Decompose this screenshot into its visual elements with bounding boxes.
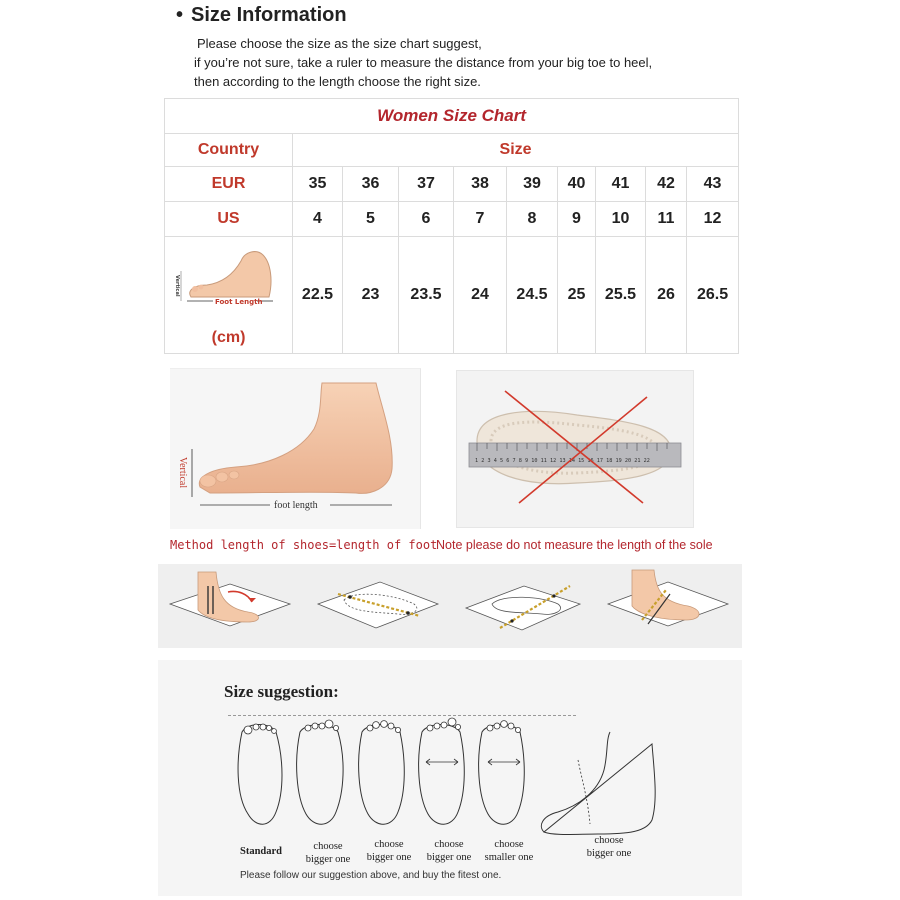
table-cell: 42 <box>646 167 687 202</box>
shoe-sole-icon <box>457 371 693 527</box>
suggestion-item-3-line1: choose <box>434 839 464 850</box>
suggestion-item-2-line2: bigger one <box>366 852 412 863</box>
table-cell: 6 <box>399 202 454 237</box>
suggestion-item-5 <box>580 834 638 860</box>
label-standard: Standard <box>240 846 283 857</box>
country-header: Country <box>165 134 293 167</box>
size-chart-title: Women Size Chart <box>165 99 739 134</box>
table-cell: 36 <box>343 167 399 202</box>
table-cell: 43 <box>687 167 739 202</box>
intro-line-3: then according to the length choose the right size. <box>194 74 481 89</box>
row-label-us: US <box>165 202 293 237</box>
table-cell: 39 <box>507 167 558 202</box>
table-cell: 11 <box>646 202 687 237</box>
step-ruler-icon <box>450 564 594 648</box>
table-cell: 12 <box>687 202 739 237</box>
footer-note: Please follow our suggestion above, and buy the fitest one. <box>240 870 502 881</box>
table-cell: 23.5 <box>399 237 454 354</box>
intro-line-2: if you’re not sure, take a ruler to measure the distance from your big toe to heel, <box>194 55 653 70</box>
table-row-us <box>165 202 739 237</box>
step-foot-on-paper-icon <box>158 564 302 648</box>
suggestion-item-1-line1: choose <box>313 841 343 852</box>
foot-length-label-cell <box>165 237 293 354</box>
title-text: Size Information <box>191 4 347 26</box>
suggestion-item-5-line1: choose <box>594 835 624 846</box>
foot-photo-vertical-label: Vertical <box>177 457 188 489</box>
foot-diagram-icon <box>173 241 283 313</box>
table-cell: 41 <box>596 167 646 202</box>
table-cell: 26 <box>646 237 687 354</box>
table-cell: 40 <box>558 167 596 202</box>
suggestion-item-3 <box>422 838 476 864</box>
foot-diagram-label: Foot Length <box>215 298 263 306</box>
ruler-numbers: 1 2 3 4 5 6 7 8 9 10 11 12 13 14 15 16 17 18 19 20 21 22 <box>475 458 650 464</box>
table-cell: 24.5 <box>507 237 558 354</box>
step-4 <box>596 564 740 648</box>
table-cell: 8 <box>507 202 558 237</box>
table-cell: 22.5 <box>293 237 343 354</box>
table-cell: 7 <box>454 202 507 237</box>
suggestion-item-3-line2: bigger one <box>426 852 472 863</box>
table-row-eur <box>165 167 739 202</box>
foot-side-icon <box>170 369 420 529</box>
step-outline-icon <box>304 564 448 648</box>
suggestion-item-1-line2: bigger one <box>305 854 351 865</box>
foot-photo-length-label: foot length <box>274 500 318 511</box>
foot-measure-photo <box>170 368 421 529</box>
suggestion-item-1 <box>302 840 354 866</box>
table-cell: 26.5 <box>687 237 739 354</box>
title-bullet: • <box>176 4 184 26</box>
caption-note: Note please do not measure the length of the sole <box>436 538 713 552</box>
size-chart-table <box>164 98 739 354</box>
sole-photo <box>456 370 694 528</box>
table-cell: 5 <box>343 202 399 237</box>
unit-label-cm: (cm) <box>211 329 246 346</box>
step-3 <box>450 564 594 648</box>
step-1 <box>158 564 302 648</box>
step-foot-width-icon <box>596 564 740 648</box>
table-cell: 38 <box>454 167 507 202</box>
measuring-steps <box>158 564 742 648</box>
table-row-foot-length <box>165 237 739 354</box>
table-cell: 23 <box>343 237 399 354</box>
table-cell: 25.5 <box>596 237 646 354</box>
table-cell: 35 <box>293 167 343 202</box>
table-cell: 24 <box>454 237 507 354</box>
table-cell: 37 <box>399 167 454 202</box>
suggestion-item-2-line1: choose <box>374 839 404 850</box>
divider <box>228 715 576 716</box>
intro-line-1: Please choose the size as the size chart suggest, <box>197 36 482 51</box>
row-label-eur: EUR <box>165 167 293 202</box>
suggestion-item-4-line1: choose <box>494 839 524 850</box>
table-cell: 25 <box>558 237 596 354</box>
caption-method: Method length of shoes=length of foot <box>170 538 438 552</box>
table-cell: 4 <box>293 202 343 237</box>
suggestion-item-4 <box>480 838 538 864</box>
suggestion-item-2 <box>362 838 416 864</box>
step-2 <box>304 564 448 648</box>
size-header: Size <box>293 134 739 167</box>
suggestion-item-4-line2: smaller one <box>484 852 534 863</box>
suggestion-title: Size suggestion: <box>224 682 339 701</box>
table-cell: 10 <box>596 202 646 237</box>
page-title <box>176 4 347 27</box>
foot-diagram-vertical: Vertical <box>174 275 180 297</box>
table-cell: 9 <box>558 202 596 237</box>
suggestion-item-5-line2: bigger one <box>586 848 632 859</box>
